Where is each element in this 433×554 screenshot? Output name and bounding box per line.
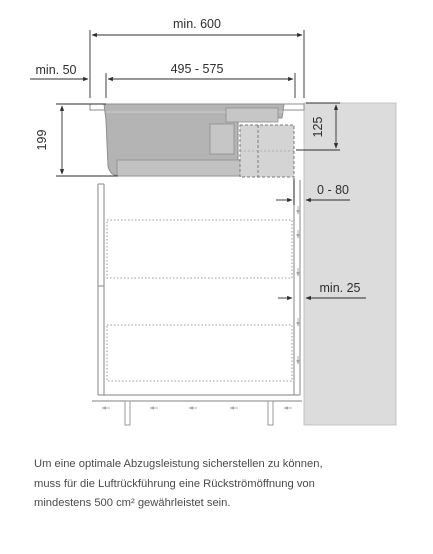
wall (304, 103, 396, 425)
filter-box (240, 125, 294, 177)
caption-line-2: muss für die Luftrückführung eine Rückströmöffnung von (34, 477, 315, 490)
dim-rear-gap-label: 0 - 80 (317, 183, 349, 197)
dim-wall-clearance-label: 125 (311, 116, 325, 138)
dim-return-air-gap-label: min. 25 (319, 281, 361, 295)
caption-line-1: Um eine optimale Abzugsleistung sicherstellen zu können, (34, 458, 323, 470)
caption-line-3: mindestens 500 cm² gewährleistet sein. (34, 497, 231, 509)
airflow-arrows (102, 206, 298, 408)
base-cabinet (92, 180, 302, 401)
dim-cutout-width-label: 495 - 575 (170, 62, 224, 76)
dim-side-gap-label: min. 50 (35, 63, 77, 77)
caption (34, 455, 414, 514)
cabinet-feet (125, 401, 273, 425)
dim-depth-label: 199 (35, 129, 49, 151)
dim-overall-width (90, 17, 304, 98)
dim-side-gap (30, 63, 124, 98)
dim-overall-width-label: min. 600 (173, 17, 221, 31)
dim-cutout-width (108, 62, 295, 98)
cabinet-drawers (107, 220, 292, 381)
